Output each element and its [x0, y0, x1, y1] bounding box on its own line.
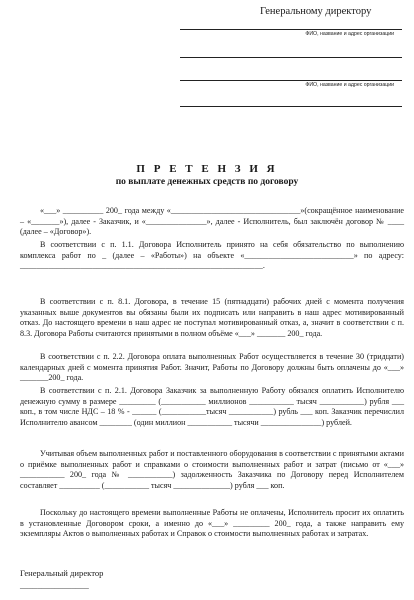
- document-title: П Р Е Т Е Н З И Я: [136, 163, 278, 175]
- paragraph-payment-amount: В соответствии с п. 2.1. Договора Заказчик за выполненную Работу обязался оплатить Исполнителю денежную сумму в размере _________ (___________ миллионов ___________ тысяч ___________) рубля ___ коп., в том числе НДС – 18 % - ______ (___________тысяч ___________) рубль ___ коп. Заказчик перечислил Исполнителю авансом ________ (один миллион ___________ тысячи _______________) рублей.: [20, 386, 404, 427]
- signature-role: Генеральный директор: [20, 568, 104, 578]
- paragraph-parties: «___» __________ 200_ года между «________________________________»(сокращённое наименование – «_______»), далее - Заказчик, и «_______________», далее - Исполнитель, был заключён договор № ____ (далее – «Договор»).: [20, 206, 404, 237]
- addressee-line-3: [180, 80, 402, 81]
- addressee-block: [180, 0, 402, 107]
- paragraph-request: Поскольку до настоящего времени выполненные Работы не оплачены, Исполнитель просит их оплатить в установленные Договором сроки, а именно до «___» _________ 200_ года, а также направить ему экземпляры Актов о выполненных работах и Справок о стоимости выполненных работах и затратах.: [20, 508, 404, 539]
- addressee-line-1: [180, 29, 402, 30]
- document-subtitle: по выплате денежных средств по договору: [115, 177, 299, 187]
- addressee-caption-1: ФИО, название и адрес организации: [305, 31, 394, 37]
- paragraph-payment-term: В соответствии с п. 2.2. Договора оплата выполненных Работ осуществляется в течение 30 (тридцати) календарных дней с момента принятия Работ. Значит, Работы по Договору должны быть оплачены до «___» _______200_ года.: [20, 352, 404, 383]
- paragraph-debt: Учитывая объем выполненных работ и поставленного оборудования в соответствии с принятыми актами о приёмке выполненных работ и справками о стоимости выполненных работ и затрат (письмо от «___» ___________ 200_ года № ___________) задолженность Заказчика по Договору перед Исполнителем составляет __________ (___________ тысяч ______________) рубля ___ коп.: [20, 449, 404, 490]
- signature-blank: ________________: [20, 580, 89, 590]
- addressee-caption-2: ФИО, название и адрес организации: [305, 82, 394, 88]
- addressee-title: Генеральному директору: [260, 6, 372, 17]
- paragraph-obligation: В соответствии с п. 1.1. Договора Исполнитель принято на себя обязательство по выполнению комплекса работ по _ (далее – «Работы») на объекте «___________________________» по адресу: ____________________________________________________________.: [20, 240, 404, 271]
- paragraph-acceptance: В соответствии с п. 8.1. Договора, в течение 15 (пятнадцати) рабочих дней с момента получения указанных выше документов вы обязаны были их подписать или направить в наш адрес мотивированный отказ. До настоящего времени в наш адрес не поступал мотивированный отказ, а, значит в соответствии с п. 8.3. Договора Работы считаются принятыми в полном объёме «___» _______ 200_ года.: [20, 297, 404, 338]
- addressee-line-4: [180, 106, 402, 107]
